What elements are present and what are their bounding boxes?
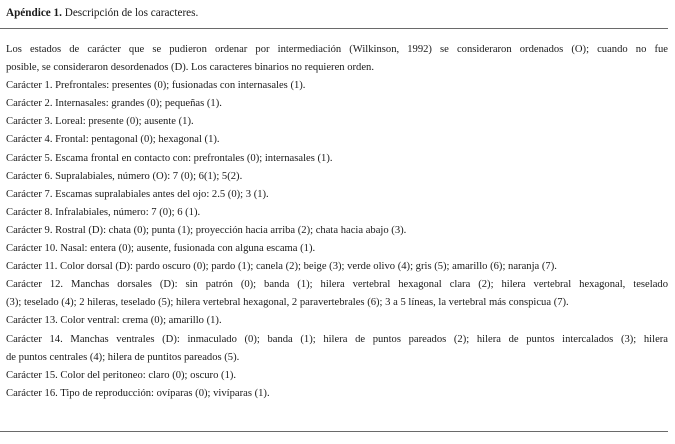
character-15: Carácter 15. Color del peritoneo: claro (0); oscuro (1).	[6, 369, 237, 381]
character-12-cont: (3); teselado (4); 2 hileras, teselado (5); hilera vertebral hexagonal, 2 paravertebrales (6); 3 a 5 líneas, la vertebral más conspicua (7).	[6, 297, 569, 309]
character-1: Carácter 1. Prefrontales: presentes (0); fusionadas con internasales (1).	[6, 80, 306, 92]
character-3: Carácter 3. Loreal: presente (0); ausente (1).	[6, 116, 194, 128]
appendix-title-text: Descripción de los caracteres.	[64, 7, 199, 19]
top-rule	[0, 28, 668, 29]
intro-line: Los estados de carácter que se pudieron ordenar por intermediación (Wilkinson, 1992) se consideraron ordenados (O); cuando no fue	[6, 44, 668, 55]
character-14: Carácter 14. Manchas ventrales (D): inmaculado (0); banda (1); hilera de puntos pareados (2); hilera de puntos intercalados (3); hilera	[6, 333, 668, 345]
appendix-title	[6, 7, 198, 19]
character-4: Carácter 4. Frontal: pentagonal (0); hexagonal (1).	[6, 134, 220, 146]
character-16: Carácter 16. Tipo de reproducción: ovíparas (0); vivíparas (1).	[6, 387, 270, 399]
bottom-rule	[0, 431, 668, 432]
character-12: Carácter 12. Manchas dorsales (D): sin patrón (0); banda (1); hilera vertebral hexagonal clara (2); hilera vertebral hexagonal, teselado	[6, 279, 668, 291]
character-5: Carácter 5. Escama frontal en contacto con: prefrontales (0); internasales (1).	[6, 152, 333, 164]
character-2: Carácter 2. Internasales: grandes (0); pequeñas (1).	[6, 98, 222, 110]
character-11: Carácter 11. Color dorsal (D): pardo oscuro (0); pardo (1); canela (2); beige (3); verde olivo (4); gris (5); amarillo (6); naranja (7).	[6, 261, 557, 273]
character-6: Carácter 6. Supralabiales, número (O): 7 (0); 6(1); 5(2).	[6, 170, 243, 182]
appendix-label: Apéndice 1.	[6, 7, 62, 19]
character-8: Carácter 8. Infralabiales, número: 7 (0); 6 (1).	[6, 206, 201, 218]
character-13: Carácter 13. Color ventral: crema (0); amarillo (1).	[6, 315, 222, 327]
character-14-cont: de puntos centrales (4); hilera de puntitos pareados (5).	[6, 351, 240, 363]
appendix-body	[6, 41, 668, 403]
character-7: Carácter 7. Escamas supralabiales antes del ojo: 2.5 (0); 3 (1).	[6, 188, 269, 200]
intro-line: posible, se consideraron desordenados (D). Los caracteres binarios no requieren orden.	[6, 62, 374, 74]
character-10: Carácter 10. Nasal: entera (0); ausente, fusionada con alguna escama (1).	[6, 243, 316, 255]
character-9: Carácter 9. Rostral (D): chata (0); punta (1); proyección hacia arriba (2); chata hacia abajo (3).	[6, 224, 407, 236]
